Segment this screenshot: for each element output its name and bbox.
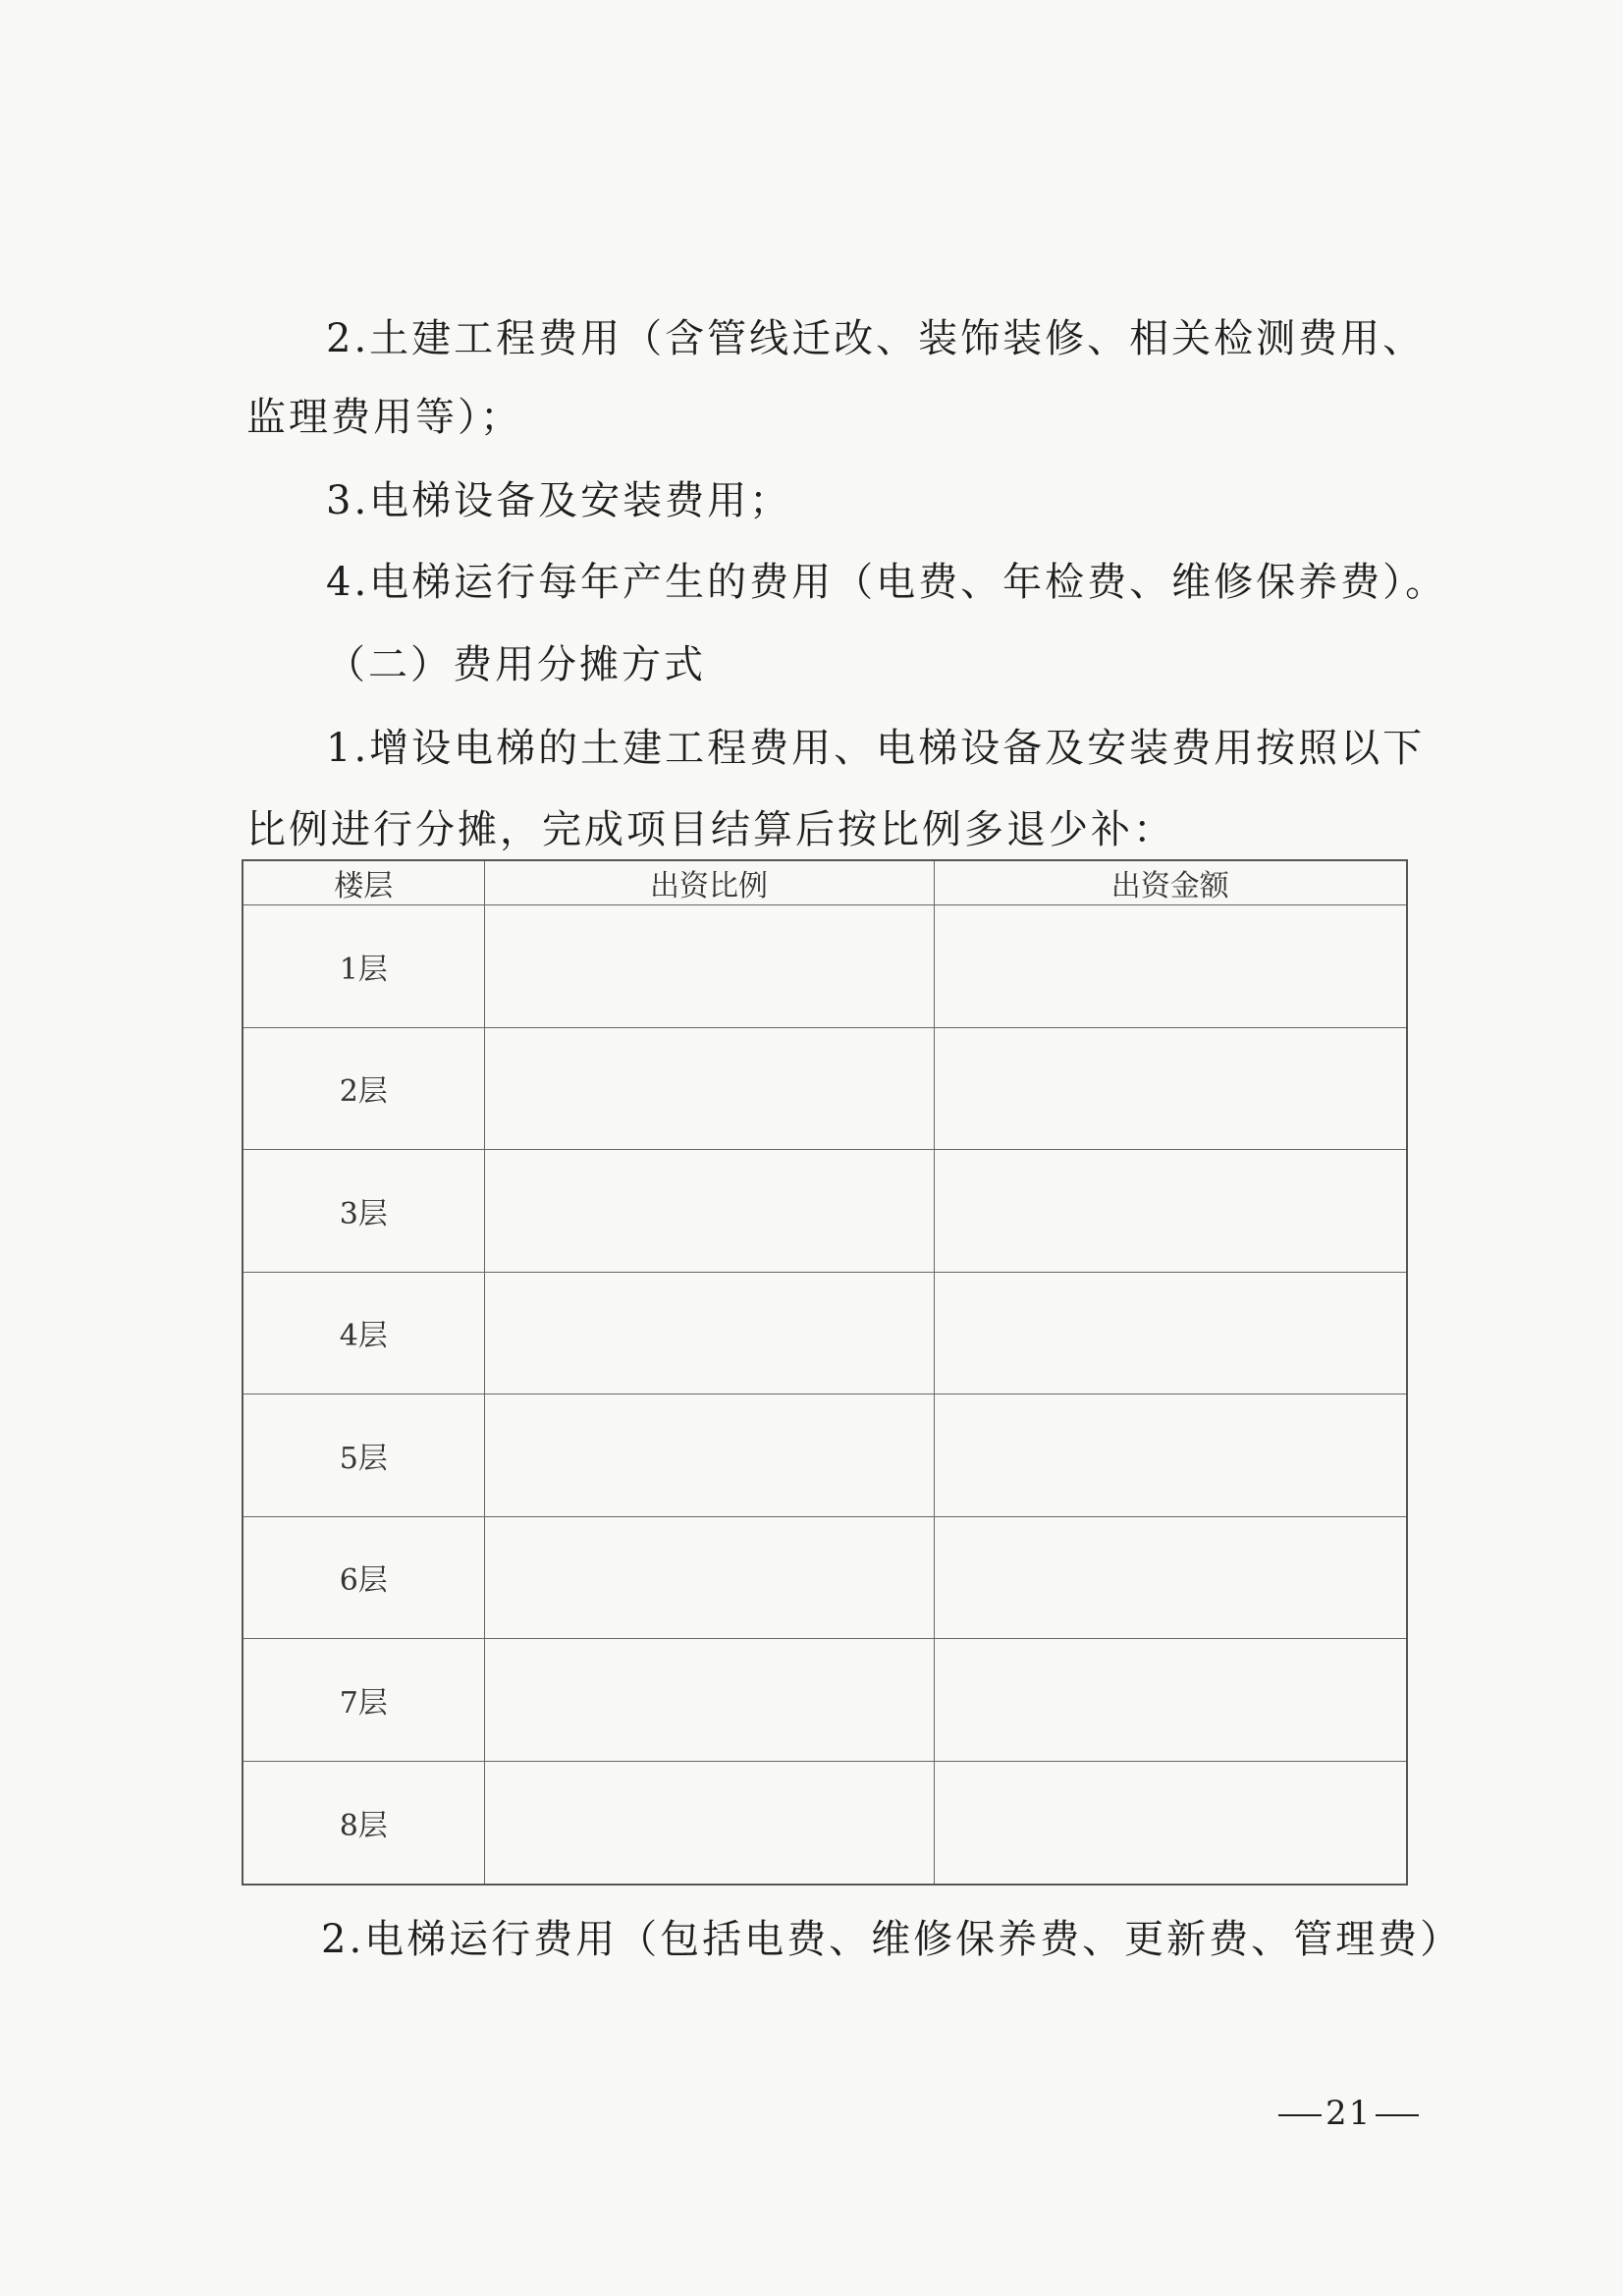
- paragraph-item-2-line2: 监理费用等）；: [246, 395, 522, 440]
- paragraph-operating-costs: 2.电梯运行费用（包括电费、维修保养费、更新费、管理费）: [321, 1917, 1463, 1962]
- table-header-row: [243, 860, 1407, 905]
- amount-cell: [934, 1027, 1407, 1150]
- amount-cell: [934, 905, 1407, 1028]
- amount-cell: [934, 1272, 1407, 1394]
- amount-cell: [934, 1761, 1407, 1885]
- paragraph-item-3: 3.电梯设备及安装费用；: [326, 478, 792, 523]
- ratio-cell: [484, 1027, 934, 1150]
- table-row: [243, 1761, 1407, 1885]
- page-number: [1274, 2094, 1423, 2133]
- table-row: [243, 1027, 1407, 1150]
- floor-cell: 3层: [243, 1150, 484, 1273]
- ratio-cell: [484, 905, 934, 1028]
- floor-cell: 7层: [243, 1639, 484, 1762]
- table-row: [243, 1272, 1407, 1394]
- table-row: [243, 905, 1407, 1028]
- floor-cell: 4层: [243, 1272, 484, 1394]
- table-row: [243, 1394, 1407, 1517]
- amount-cell: [934, 1394, 1407, 1517]
- amount-cell: [934, 1150, 1407, 1273]
- table-row: [243, 1639, 1407, 1762]
- ratio-cell: [484, 1516, 934, 1639]
- ratio-cell: [484, 1394, 934, 1517]
- ratio-cell: [484, 1150, 934, 1273]
- paragraph-item-4: 4.电梯运行每年产生的费用（电费、年检费、维修保养费）。: [326, 560, 1448, 605]
- floor-cell: 6层: [243, 1516, 484, 1639]
- dash-right: [1376, 2114, 1419, 2116]
- floor-cell: 5层: [243, 1394, 484, 1517]
- ratio-cell: [484, 1272, 934, 1394]
- ratio-cell: [484, 1761, 934, 1885]
- amount-cell: [934, 1639, 1407, 1762]
- amount-cell: [934, 1516, 1407, 1639]
- section-heading: （二）费用分摊方式: [326, 642, 706, 687]
- paragraph-allocation-line1: 1.增设电梯的土建工程费用、电梯设备及安装费用按照以下: [326, 726, 1426, 771]
- floor-cell: 1层: [243, 905, 484, 1028]
- floor-cell: 8层: [243, 1761, 484, 1885]
- header-amount: 出资金额: [934, 860, 1407, 905]
- header-ratio: 出资比例: [484, 860, 934, 905]
- table-row: [243, 1150, 1407, 1273]
- paragraph-item-2-line1: 2.土建工程费用（含管线迁改、装饰装修、相关检测费用、: [326, 316, 1426, 361]
- table-row: [243, 1516, 1407, 1639]
- floor-cell: 2层: [243, 1027, 484, 1150]
- cost-allocation-table: [242, 859, 1408, 1886]
- header-floor: 楼层: [243, 860, 484, 905]
- page-number-value: 21: [1325, 2094, 1373, 2133]
- dash-left: [1278, 2114, 1322, 2116]
- paragraph-allocation-line2: 比例进行分摊，完成项目结算后按比例多退少补：: [246, 807, 1175, 852]
- ratio-cell: [484, 1639, 934, 1762]
